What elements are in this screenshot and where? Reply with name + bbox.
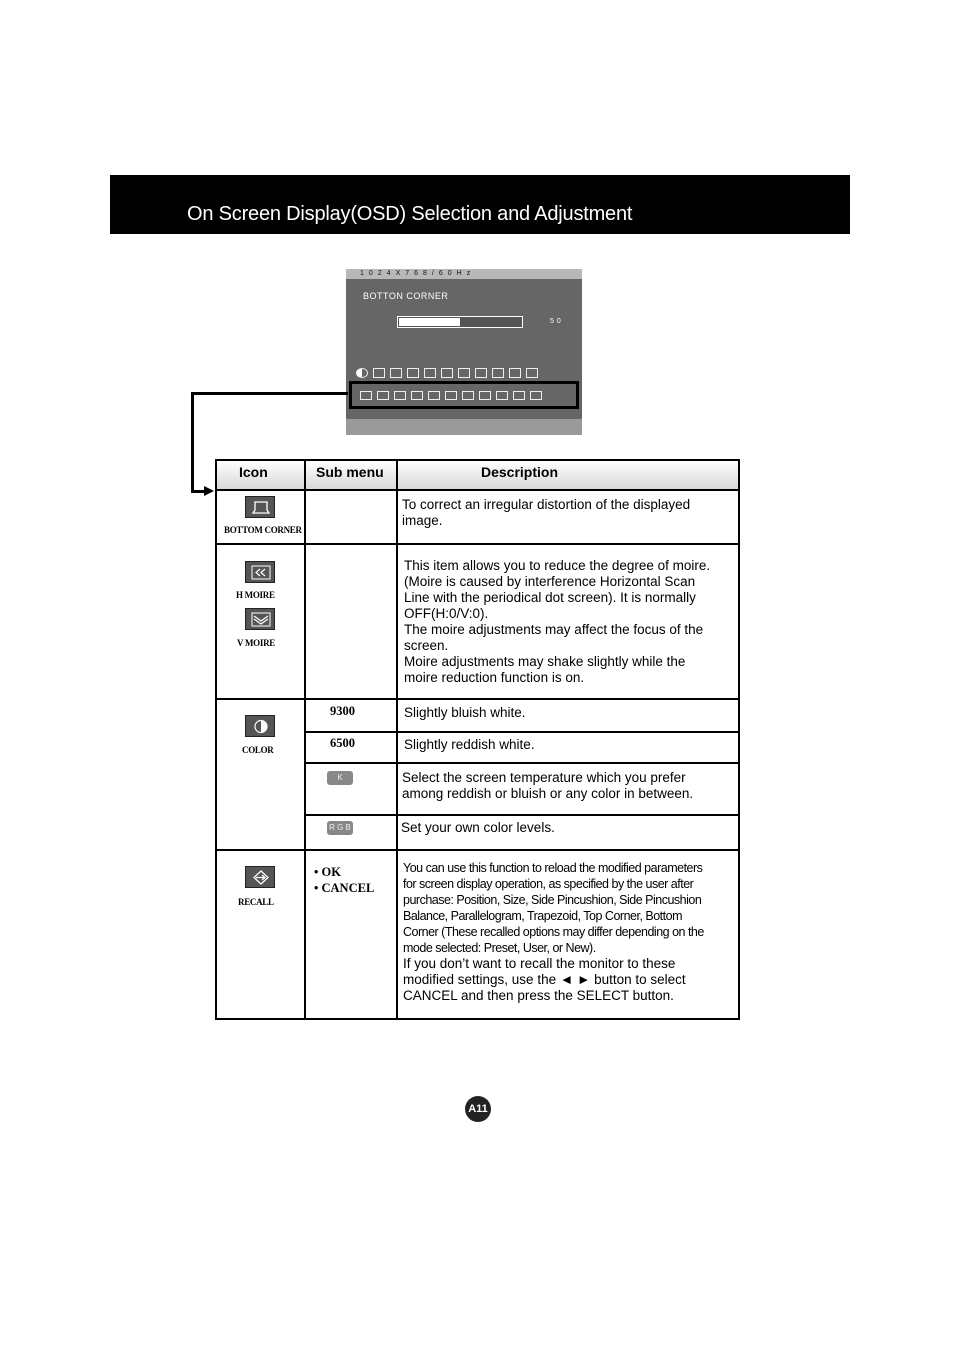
submenu-cancel: • CANCEL <box>314 881 375 895</box>
v-moire-icon <box>245 608 275 630</box>
h-position-icon <box>390 368 402 378</box>
color-icon <box>411 391 423 400</box>
bottom-corner-description: To correct an irregular distortion of the displayed image. <box>402 497 691 528</box>
connector-arrow-icon <box>204 486 214 496</box>
pincushion-icon <box>458 368 470 378</box>
v-size-icon <box>441 368 453 378</box>
osd-table <box>215 459 740 1020</box>
table-header <box>217 461 738 491</box>
row-divider <box>304 814 738 816</box>
osd-item-label: BOTTON CORNER <box>363 291 449 301</box>
input-icon <box>513 391 525 400</box>
submenu-9300: 9300 <box>330 704 355 718</box>
rotation-icon <box>496 391 508 400</box>
h-size-icon <box>407 368 419 378</box>
bottom-corner-icon <box>360 391 372 400</box>
header-icon: Icon <box>239 464 268 480</box>
header-submenu: Sub menu <box>316 464 384 480</box>
desc-9300: Slightly bluish white. <box>404 705 526 720</box>
header-description: Description <box>481 464 559 480</box>
trapezoid-icon <box>509 368 521 378</box>
color-temperature-chip: K <box>327 771 353 785</box>
brightness-icon <box>373 368 385 378</box>
recall-icon <box>428 391 440 400</box>
header-bar <box>110 175 850 234</box>
row-divider <box>217 849 738 851</box>
osd-bottom-bar <box>346 419 582 435</box>
osd-selected-icon-row <box>349 381 579 409</box>
osd-position-icon <box>479 391 491 400</box>
desc-6500: Slightly reddish white. <box>404 737 535 752</box>
column-divider <box>304 461 306 1018</box>
top-corner-icon <box>526 368 538 378</box>
bottom-corner-caption: BOTTOM CORNER <box>224 525 302 535</box>
info-icon <box>530 391 542 400</box>
desc-rgb: Set your own color levels. <box>401 820 555 835</box>
column-divider <box>396 461 398 1018</box>
connector-line <box>191 392 348 395</box>
osd-level-fill <box>399 318 460 326</box>
osd-icon-row-top <box>356 368 576 380</box>
osd-screen <box>346 269 582 435</box>
page-title: On Screen Display(OSD) Selection and Adjustment <box>187 203 633 225</box>
v-position-icon <box>424 368 436 378</box>
h-moire-icon <box>377 391 389 400</box>
desc-temperature: Select the screen temperature which you prefer among reddish or bluish or any color in between. <box>402 770 694 801</box>
recall-caption: RECALL <box>238 897 274 907</box>
recall-description: If you don’t want to recall the monitor to these modified settings, use the ◄ ► button to select CANCEL and then press the SELECT button. <box>403 956 686 1003</box>
v-moire-icon <box>394 391 406 400</box>
row-divider <box>217 543 738 545</box>
osd-resolution: 1024X768/60Hz <box>360 270 476 277</box>
rgb-chip: R G B <box>327 821 353 835</box>
contrast-icon <box>356 368 368 378</box>
v-moire-caption: V MOIRE <box>237 638 275 648</box>
parallelogram-icon <box>492 368 504 378</box>
recall-description-small: You can use this function to reload the modified parameters for screen display operation, as specified by the user after purchase: Position, Size, Side Pincushion, Side Pincushion Balance, Parallelogram, Trapezoid, Top Corner, Bottom Corner (These recalled options may differ depending on the mode selected: Preset, User, or New). <box>403 861 704 955</box>
h-moire-caption: H MOIRE <box>236 590 275 600</box>
submenu-ok: • OK <box>314 865 341 879</box>
bottom-corner-icon <box>245 496 275 518</box>
pincushion-balance-icon <box>475 368 487 378</box>
row-divider <box>304 731 738 733</box>
osd-level-bar <box>397 316 523 328</box>
connector-line <box>191 393 194 493</box>
degauss-icon <box>445 391 457 400</box>
row-divider <box>217 698 738 700</box>
language-icon <box>462 391 474 400</box>
submenu-6500: 6500 <box>330 736 355 750</box>
osd-value: 50 <box>550 318 564 325</box>
color-caption: COLOR <box>242 745 274 755</box>
recall-icon <box>245 866 275 888</box>
color-icon <box>245 715 275 737</box>
moire-description: This item allows you to reduce the degree of moire. (Moire is caused by interference Horizontal Scan Line with the periodical dot screen). It is normally OFF(H:0/V:0). The moire adjustments may affect the focus of the screen. Moire adjustments may shake slightly while the moire reduction function is on. <box>404 558 711 685</box>
row-divider <box>304 762 738 764</box>
page-number: A11 <box>465 1096 491 1122</box>
h-moire-icon <box>245 561 275 583</box>
osd-status-bar <box>346 269 582 279</box>
